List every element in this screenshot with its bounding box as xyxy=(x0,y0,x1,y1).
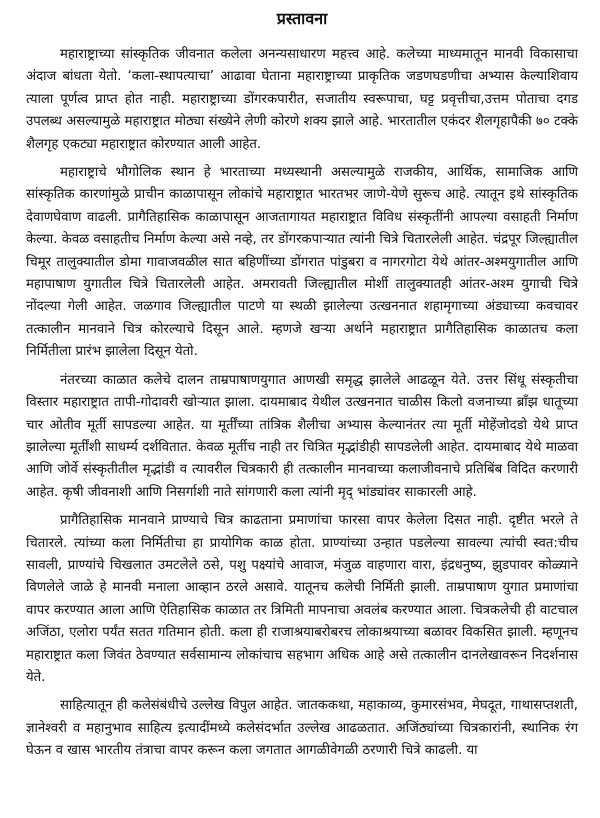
page-title: प्रस्तावना xyxy=(276,9,328,28)
paragraph: महाराष्ट्राचे भौगोलिक स्थान हे भारताच्या मध्यस्थानी असल्यामुळे राजकीय, आर्थिक, सामाजिक आणि सांस्कृतिक कारणांमुळे प्राचीन काळापासून लोकांचे महाराष्ट्रात भारतभर जाणे-येणे सुरूच आहे. त्यातून इथे सांस्कृतिक देवाणघेवाण वाढली. प्रागैतिहासिक काळापासून आजतागायत महाराष्ट्रात विविध संस्कृतींनी आपल्या वसाहती निर्माण केल्या. केवळ वसाहतीच निर्माण केल्या असे नव्हे, तर डोंगरकपाऱ्यात त्यांनी चित्रे चितारलेली आहेत. चंद्रपूर जिल्ह्यातील चिमूर तालुक्यातील डोमा गावाजवळील सात बहिणींच्या डोंगरात पांडुबरा व नागरगोटा येथे आंतर-अश्मयुगातील आणि महापाषाण युगातील चित्रे चितारलेली आहेत. अमरावती जिल्ह्यातील मोर्शी तालुक्यातही आंतर-अश्म युगाची चित्रे नोंदल्या गेली आहेत. जळगाव जिल्ह्यातील पाटणे या स्थळी झालेल्या उत्खननात शहामृगाच्या अंड्याच्या कवचावर तत्कालीन मानवाने चित्र कोरल्याचे दिसून आले. म्हणजे खऱ्या अर्थाने महाराष्ट्रात प्रागैतिहासिक काळातच कला निर्मितीला प्रारंभ झालेला दिसून येतो. xyxy=(26,165,578,360)
paragraph: प्रागैतिहासिक मानवाने प्राण्याचे चित्र काढताना प्रमाणांचा फारसा वापर केलेला दिसत नाही. दृष्टीत भरले ते चितारले. त्यांच्या कला निर्मितीचा हा प्रायोगिक काळ होता. प्राण्यांच्या उन्हात पडलेल्या सावल्या त्यांची स्वत:चीच सावली, प्राण्यांचे चिखलात उमटलेले ठसे, पशु पक्ष्यांचे आवाज, मंजुळ वाहणारा वारा, इंद्रधनुष्य, झुडपावर कोळ्याने विणलेले जाळे हे मानवी मनाला आव्हान ठरले असावे. यातूनच कलेची निर्मिती झाली. ताम्रपाषाण युगात प्रमाणांचा वापर करण्यात आला आणि ऐतिहासिक काळात तर त्रिमिती मापनाचा अवलंब करण्यात आला. चित्रकलेची ही वाटचाल अजिंठा, एलोरा पर्यंत सतत गतिमान होती. कला ही राजाश्रयाबरोबरच लोकाश्रयाच्या बळावर विकसित झाली. म्हणूनच महाराष्ट्रात कला जिवंत ठेवण्यात सर्वसामान्य लोकांचाच सहभाग अधिक आहे असे तत्कालीन दानलेखावरून निदर्शनास येते. xyxy=(26,513,578,685)
paragraph: महाराष्ट्राच्या सांस्कृतिक जीवनात कलेला अनन्यसाधारण महत्त्व आहे. कलेच्या माध्यमातून मानवी विकासाचा अंदाज बांधता येतो. ‘कला-स्थापत्याचा’ आढावा घेताना महाराष्ट्राच्या प्राकृतिक जडणघडणीचा अभ्यास केल्याशिवाय त्याला पूर्णत्व प्राप्त होत नाही. महाराष्ट्राच्या डोंगरकपारीत, सजातीय स्वरूपाचा, घट्ट प्रवृत्तीचा,उत्तम पोताचा दगड उपलब्ध असल्यामुळे महाराष्ट्रात मोठ्या संख्येने लेणी कोरणे शक्य झाले आहे. भारतातील एकंदर शैलगृहापैकी ७० टक्के शैलगृह एकट्या महाराष्ट्रात कोरण्यात आली आहेत. xyxy=(26,47,578,152)
paragraph: साहित्यातून ही कलेसंबंधीचे उल्लेख विपुल आहेत. जातककथा, महाकाव्य, कुमारसंभव, मेघदूत, गाथासप्तशती, ज्ञानेश्वरी व महानुभाव साहित्य इत्यादींमध्ये कलेसंदर्भात उल्लेख आढळतात. अजिंठ्यांच्या चित्रकारांनी, स्थानिक रंग घेऊन व खास भारतीय तंत्राचा वापर करून कला जगतात आगळीवेगळी ठरणारी चित्रे काढली. या xyxy=(26,698,578,759)
paragraph: नंतरच्या काळात कलेचे दालन ताम्रपाषाणयुगात आणखी समृद्ध झालेले आढळून येते. उत्तर सिंधू संस्कृतीचा विस्तार महाराष्ट्रात तापी-गोदावरी खोऱ्यात झाला. दायमाबाद येथील उत्खननात चाळीस किलो वजनाच्या ब्राँझ धातूच्या चार ओतीव मूर्ती सापडल्या आहेत. या मूर्तींच्या तांत्रिक शैलीचा अभ्यास केल्यानंतर त्या मूर्ती मोहेंजोदडो येथे प्राप्त झालेल्या मूर्तींशी साधर्म्य दर्शवितात. केवळ मूर्तीच नाही तर चित्रित मृद्भांडीही सापडलेली आहेत. दायमाबाद येथे माळवा आणि जोर्वे संस्कृतीतील मृद्भांडी व त्यावरील चित्रकारी ही तत्कालीन मानवाच्या कलाजीवनाचे प्रतिबिंब विदित करणारी आहेत. कृषी जीवनाशी आणि निसर्गाशी नाते सांगणारी कला त्यांनी मृद् भांड्यांवर साकारली आहे. xyxy=(26,372,578,500)
